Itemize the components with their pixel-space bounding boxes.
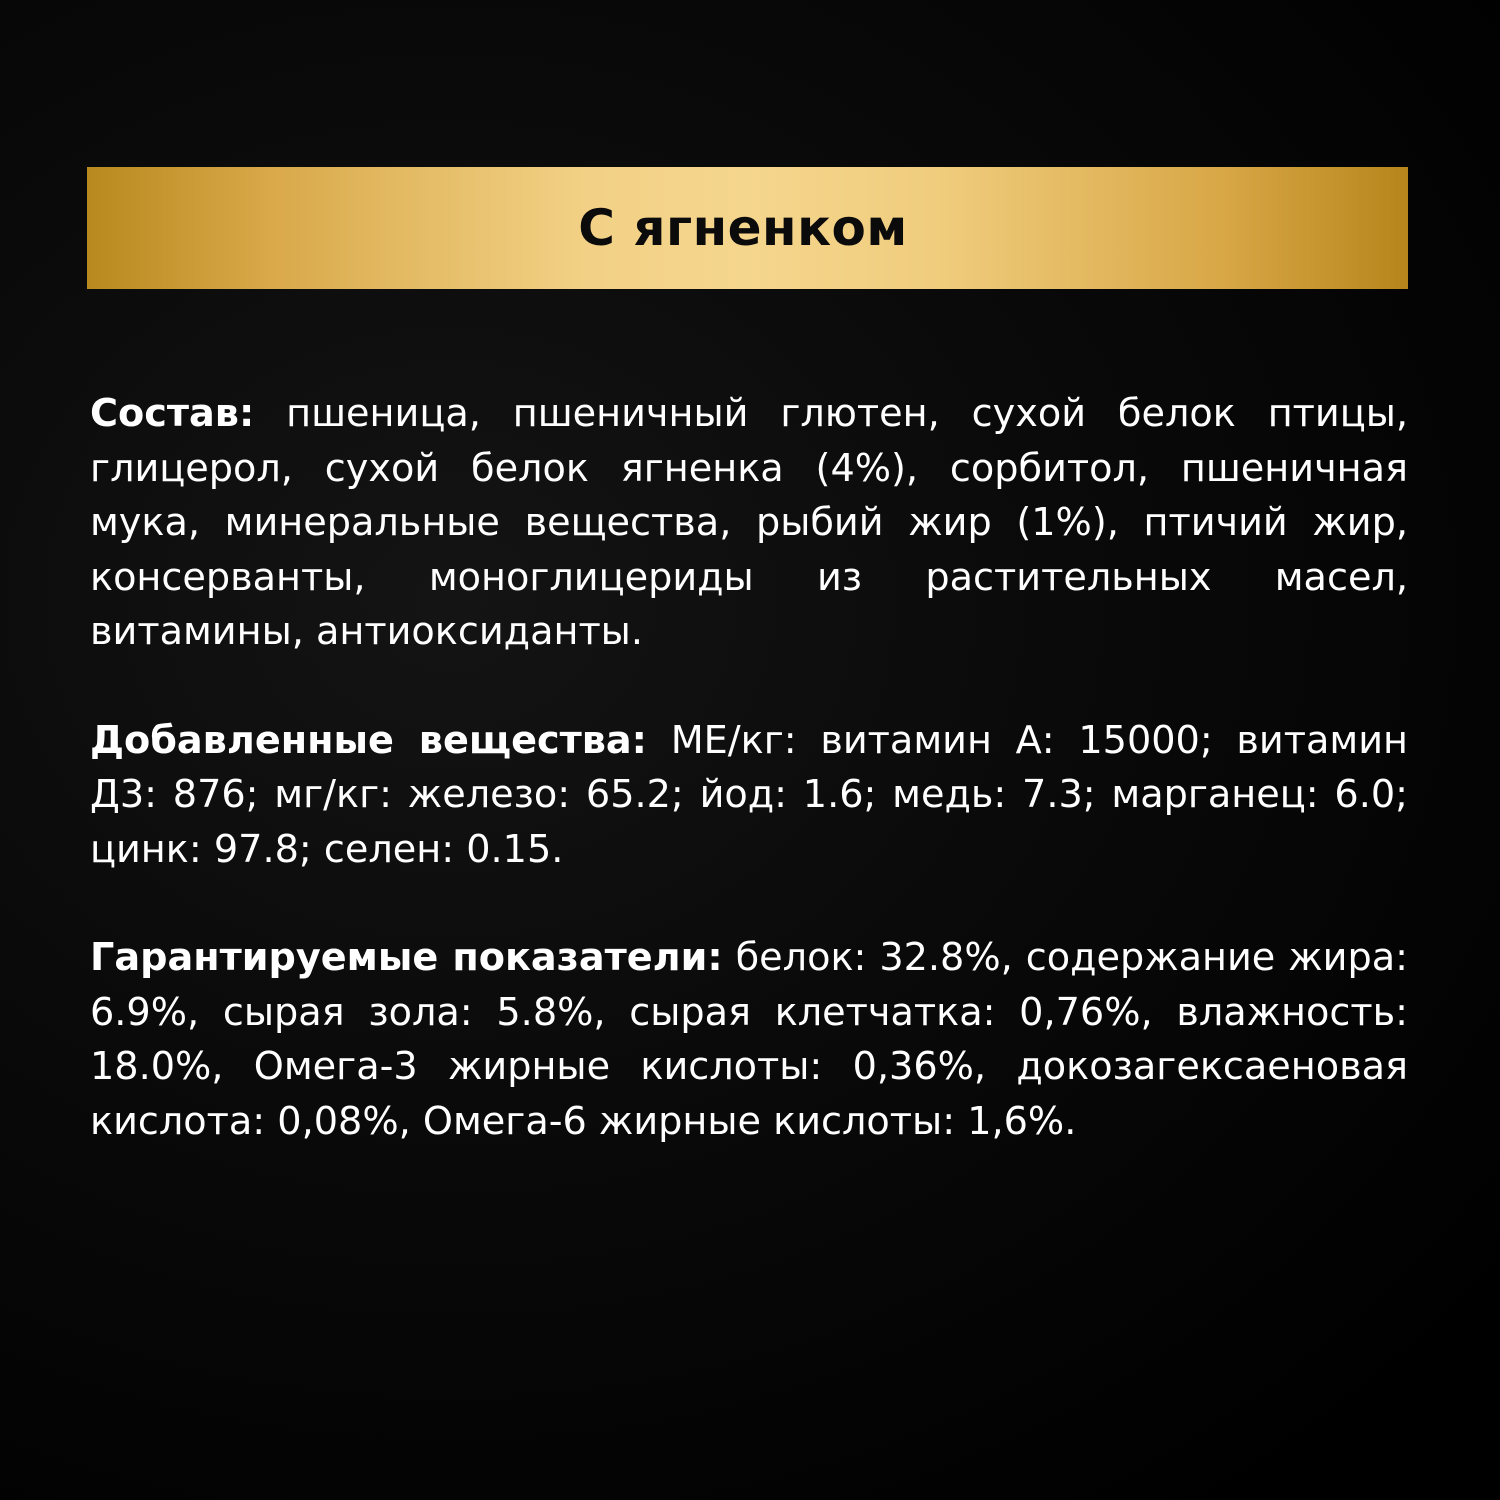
banner-title: С ягненком: [578, 199, 908, 257]
guaranteed-analysis-text: белок: 32.8%, содержание жира: 6.9%, сырая зола: 5.8%, сырая клетчатка: 0,76%, влажность: 18.0%, Омега-3 жирные кислоты: 0,36%, докозагексаеновая кислота: 0,08%, Омега-6 жирные кислоты: 1,6%.: [90, 936, 1408, 1144]
additives-text: МЕ/кг: витамин А: 15000; витамин Д3: 876; мг/кг: железо: 65.2; йод: 1.6; медь: 7.3; марганец: 6.0; цинк: 97.8; селен: 0.15.: [90, 718, 1408, 872]
product-info: [90, 387, 1408, 1149]
composition-label: Состав:: [90, 392, 255, 436]
guaranteed-analysis-label: Гарантируемые показатели:: [90, 936, 723, 980]
additives-label: Добавленные вещества:: [90, 718, 647, 763]
title-banner: [87, 167, 1408, 289]
guaranteed-analysis-paragraph: [90, 931, 1408, 1149]
composition-text: пшеница, пшеничный глютен, сухой белок птицы, глицерол, сухой белок ягненка (4%), сорбитол, пшеничная мука, минеральные вещества, рыбий жир (1%), птичий жир, консерванты, моноглицериды из растительных масел, витамины, антиоксиданты.: [90, 392, 1409, 654]
additives-paragraph: [90, 714, 1408, 878]
composition-paragraph: [90, 387, 1408, 660]
